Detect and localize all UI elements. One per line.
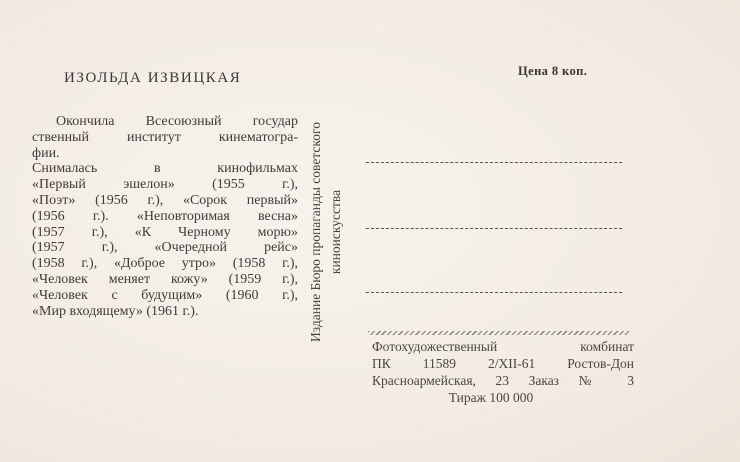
bio-line: «Человек с будущим» (1960 г.), <box>32 287 298 303</box>
bio-line: ственный институт кинематогра- <box>32 129 298 145</box>
bio-line: «Мир входящему» (1961 г.). <box>32 303 199 319</box>
imprint-line: Красноармейская, 23 Заказ № 3 <box>372 373 634 388</box>
price-label: Цена 8 коп. <box>518 64 588 78</box>
actress-name: ИЗОЛЬДА ИЗВИЦКАЯ <box>64 70 242 86</box>
address-line <box>366 292 622 293</box>
bio-line: (1958 г.), «Доброе утро» (1958 г.), <box>32 256 298 272</box>
bio-line: фии. <box>32 145 60 161</box>
bio-line: «Поэт» (1956 г.), «Сорок первый» <box>32 192 298 208</box>
printer-imprint <box>372 338 634 406</box>
bio-line: (1957 г.), «К Черному морю» <box>32 224 298 240</box>
address-line <box>366 228 622 229</box>
bio-line: Снималась в кинофильмах <box>32 161 298 177</box>
imprint-line: Тираж 100 000 <box>448 390 534 405</box>
bio-line: «Человек меняет кожу» (1959 г.), <box>32 271 298 287</box>
imprint-line: Фотохудожественный комбинат <box>372 339 634 354</box>
bio-line: (1957 г.), «Очередной рейс» <box>32 240 298 256</box>
bio-line: «Первый эшелон» (1955 г.), <box>32 177 298 193</box>
imprint-line: ПК 11589 2/XII-61 Ростов-Дон <box>372 356 634 371</box>
biography <box>32 114 298 319</box>
publisher-line: киноискусства <box>328 189 343 275</box>
divider-rule <box>368 331 630 335</box>
bio-line: Окончила Всесоюзный государ <box>56 114 298 129</box>
publisher-line: Издание Бюро пропаганды советского <box>308 122 323 342</box>
address-line <box>366 162 622 163</box>
bio-line: (1956 г.). «Неповторимая весна» <box>32 208 298 224</box>
publisher-credit <box>306 122 346 342</box>
